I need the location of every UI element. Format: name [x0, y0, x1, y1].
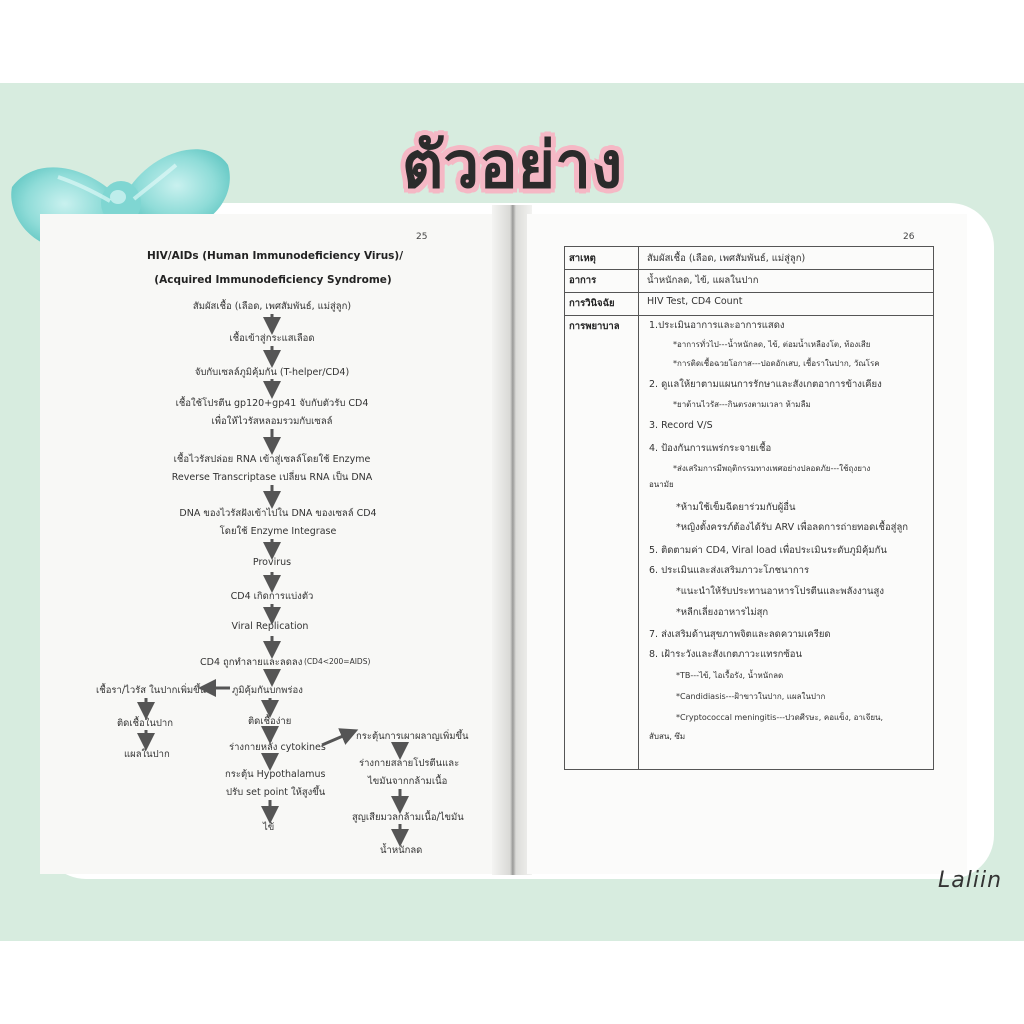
care-subitem: อนามัย: [649, 480, 674, 489]
flow-step: CD4 ถูกทำลายและลดลง: [200, 657, 303, 668]
flow-step: ไข้: [263, 822, 275, 833]
row-value: สัมผัสเชื้อ (เลือด, เพศสัมพันธ์, แม่สู่ลูก): [647, 253, 806, 264]
flow-step: ปรับ set point ให้สูงขึ้น: [226, 787, 326, 798]
flow-step: น้ำหนักลด: [380, 845, 423, 856]
right-page-number: 26: [903, 232, 915, 242]
care-subitem: *ห้ามใช้เข็มฉีดยาร่วมกับผู้อื่น: [676, 502, 796, 513]
headline-title: ตัวอย่าง: [401, 129, 623, 203]
care-subitem: *Cryptococcal meningitis---ปวดศีรษะ, คอแข็ง, อาเจียน,: [676, 713, 884, 722]
flow-step: เชื้อเข้าสู่กระแสเลือด: [229, 333, 315, 344]
flow-step: ภูมิคุ้มกันบกพร่อง: [232, 685, 303, 696]
flow-step: Provirus: [252, 557, 292, 568]
flow-step: ไขมันจากกล้ามเนื้อ: [368, 776, 448, 787]
flow-step: ติดเชื้อง่าย: [248, 716, 292, 727]
signature-text: Laliin: [938, 868, 1003, 893]
flow-step: Reverse Transcriptase เปลี่ยน RNA เป็น DNA: [171, 472, 373, 483]
care-subitem: *หลีกเลี่ยงอาหารไม่สุก: [676, 607, 769, 618]
row-label: สาเหตุ: [565, 247, 639, 269]
row-label: การพยาบาล: [565, 315, 639, 769]
flow-step: ติดเชื้อในปาก: [117, 718, 173, 729]
care-subitem: *แนะนำให้รับประทานอาหารโปรตีนและพลังงานสูง: [676, 586, 884, 597]
care-subitem: *อาการทั่วไป---น้ำหนักลด, ไข้, ต่อมน้ำเหลืองโต, ท้องเสีย: [673, 340, 871, 349]
care-subitem: สับสน, ซึม: [649, 732, 686, 741]
table-row: [565, 292, 933, 316]
care-subitem: *ยาต้านไวรัส---กินตรงตามเวลา ห้ามลืม: [673, 400, 811, 409]
flow-step: จับกับเซลล์ภูมิคุ้มกัน (T-helper/CD4): [194, 367, 350, 378]
flow-step: Viral Replication: [231, 621, 309, 632]
flow-step: เชื้อใช้โปรตีน gp120+gp41 จับกับตัวรับ CD4: [175, 398, 369, 409]
flow-step: สัมผัสเชื้อ (เลือด, เพศสัมพันธ์, แม่สู่ลูก): [192, 301, 352, 312]
care-subitem: *การติดเชื้อฉวยโอกาส---ปอดอักเสบ, เชื้อราในปาก, วัณโรค: [673, 359, 880, 368]
care-subitem: *TB---ไข้, ไอเรื้อรัง, น้ำหนักลด: [676, 671, 784, 680]
flow-step: CD4 เกิดการแบ่งตัว: [230, 591, 314, 602]
flow-step: โดยใช้ Enzyme Integrase: [219, 526, 337, 537]
flow-step: เชื้อไวรัสปล่อย RNA เข้าสู่เซลล์โดยใช้ Enzyme: [173, 454, 371, 465]
table-row: [565, 247, 933, 270]
care-item: 4. ป้องกันการแพร่กระจายเชื้อ: [649, 443, 772, 454]
care-item: 5. ติดตามค่า CD4, Viral load เพื่อประเมินระดับภูมิคุ้มกัน: [649, 545, 887, 556]
care-subitem: *Candidiasis---ฝ้าขาวในปาก, แผลในปาก: [676, 692, 826, 701]
care-item: 2. ดูแลให้ยาตามแผนการรักษาและสังเกตอาการข้างเคียง: [649, 379, 882, 390]
left-page-number: 25: [416, 232, 428, 242]
flow-step: เชื้อรา/ไวรัส ในปากเพิ่มขึ้น: [96, 685, 207, 696]
care-item: 6. ประเมินและส่งเสริมภาวะโภชนาการ: [649, 565, 810, 576]
flow-title-line1: HIV/AIDs (Human Immunodeficiency Virus)/: [146, 250, 404, 262]
flow-title-line2: (Acquired Immunodeficiency Syndrome): [154, 274, 392, 286]
book-gutter: [492, 205, 532, 875]
care-item: 8. เฝ้าระวังและสังเกตภาวะแทรกซ้อน: [649, 649, 802, 660]
flow-step-note: (CD4<200=AIDS): [304, 657, 371, 666]
table-row: [565, 269, 933, 293]
care-item: 1.ประเมินอาการและอาการแสดง: [649, 320, 785, 331]
flow-step: กระตุ้น Hypothalamus: [225, 769, 326, 780]
row-value: น้ำหนักลด, ไข้, แผลในปาก: [647, 275, 759, 286]
flow-step: แผลในปาก: [124, 749, 170, 760]
flow-step: DNA ของไวรัสฝังเข้าไปใน DNA ของเซลล์ CD4: [179, 508, 377, 519]
row-value: HIV Test, CD4 Count: [647, 296, 743, 307]
flow-step: เพื่อให้ไวรัสหลอมรวมกับเซลล์: [211, 416, 333, 427]
care-subitem: *หญิงตั้งครรภ์ต้องได้รับ ARV เพื่อลดการถ่ายทอดเชื้อสู่ลูก: [676, 522, 909, 533]
flow-step: กระตุ้นการเผาผลาญเพิ่มขึ้น: [356, 731, 469, 742]
care-item: 7. ส่งเสริมด้านสุขภาพจิตและลดความเครียด: [649, 629, 831, 640]
flow-step: ร่างกายหลั่ง cytokines: [229, 742, 326, 753]
flow-step: ร่างกายสลายโปรตีนและ: [359, 758, 460, 769]
row-label: อาการ: [565, 269, 639, 292]
row-label: การวินิจฉัย: [565, 292, 639, 315]
care-subitem: *ส่งเสริมการมีพฤติกรรมทางเพศอย่างปลอดภัย---ใช้ถุงยาง: [673, 464, 871, 473]
flow-step: สูญเสียมวลกล้ามเนื้อ/ไขมัน: [352, 812, 464, 823]
care-item: 3. Record V/S: [649, 420, 713, 431]
